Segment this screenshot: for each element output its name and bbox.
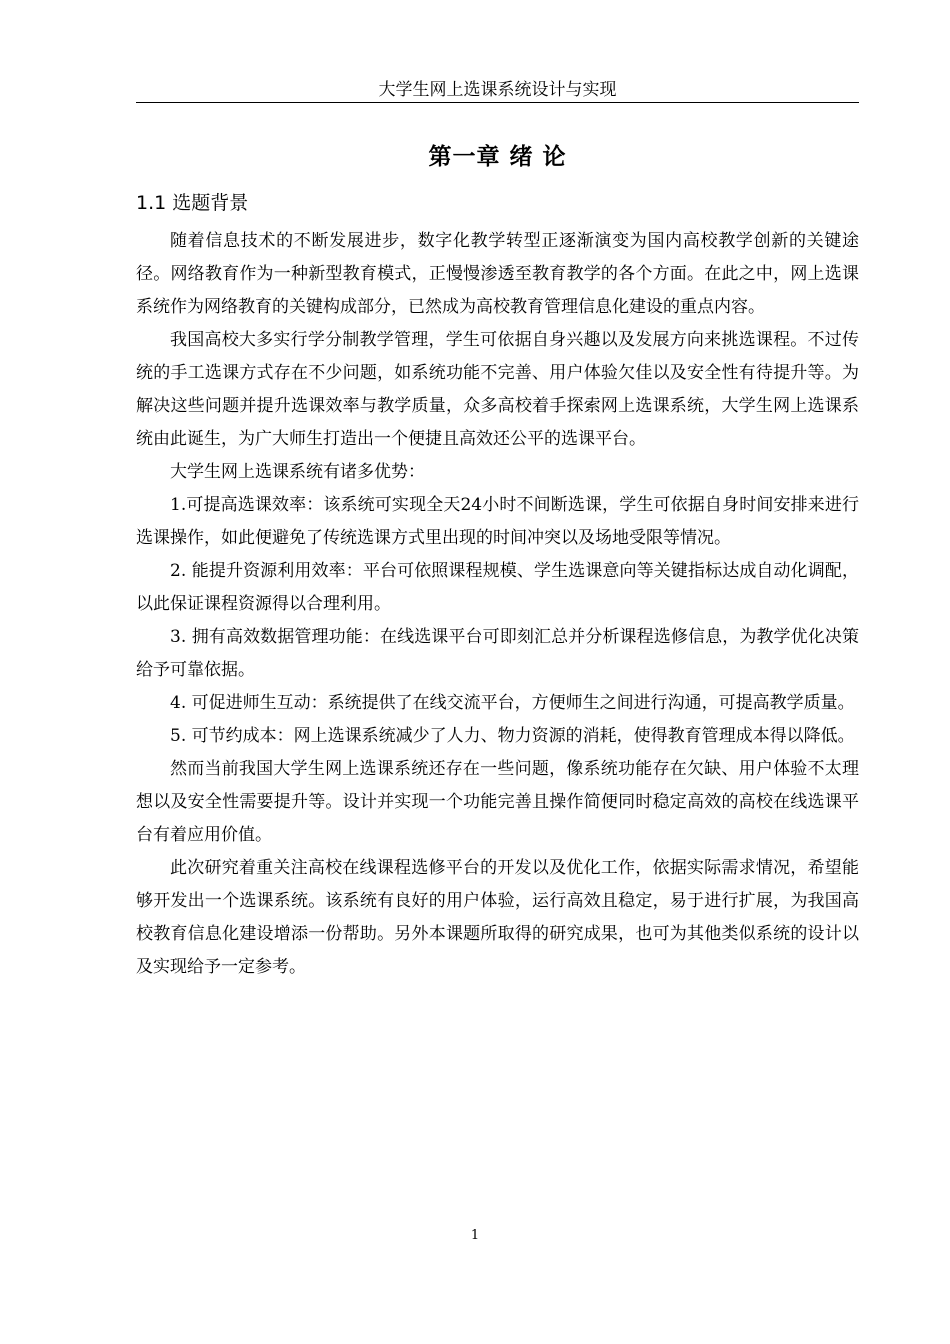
page-number: 1 (470, 1228, 480, 1243)
page-header (136, 78, 859, 103)
paragraph-research-goal: 此次研究着重关注高校在线课程选修平台的开发以及优化工作，依据实际需求情况，希望能够开发出一个选课系统。该系统有良好的用户体验，运行高效且稳定，易于进行扩展，为我国高校教育信息化建设增添一份帮助。另外本课题所取得的研究成果，也可为其他类似系统的设计以及实现给予一定参考。 (136, 858, 859, 977)
paragraph-problems: 然而当前我国大学生网上选课系统还存在一些问题，像系统功能存在欠缺、用户体验不太理想以及安全性需要提升等。设计并实现一个功能完善且操作简便同时稳定高效的高校在线选课平台有着应用价值。 (136, 759, 859, 845)
paragraph-intro: 随着信息技术的不断发展进步，数字化教学转型正逐渐演变为国内高校教学创新的关键途径。网络教育作为一种新型教育模式，正慢慢渗透至教育教学的各个方面。在此之中，网上选课系统作为网络教育的关键构成部分，已然成为高校教育管理信息化建设的重点内容。 (136, 231, 859, 317)
body-text (136, 225, 859, 984)
chapter-title: 第一章 绪 论 (428, 144, 567, 170)
paragraph-advantages-lead: 大学生网上选课系统有诸多优势： (170, 462, 425, 482)
paragraph-advantage-1: 1.可提高选课效率：该系统可实现全天24小时不间断选课，学生可依据自身时间安排来进行选课操作，如此便避免了传统选课方式里出现的时间冲突以及场地受限等情况。 (136, 495, 859, 548)
header-title: 大学生网上选课系统设计与实现 (378, 80, 617, 100)
paragraph-advantage-5: 5. 可节约成本：网上选课系统减少了人力、物力资源的消耗，使得教育管理成本得以降低。 (170, 726, 855, 746)
paragraph-background: 我国高校大多实行学分制教学管理，学生可依据自身兴趣以及发展方向来挑选课程。不过传统的手工选课方式存在不少问题，如系统功能不完善、用户体验欠佳以及安全性有待提升等。为解决这些问题并提升选课效率与教学质量，众多高校着手探索网上选课系统，大学生网上选课系统由此诞生，为广大师生打造出一个便捷且高效还公平的选课平台。 (136, 330, 859, 449)
paragraph-advantage-4: 4. 可促进师生互动：系统提供了在线交流平台，方便师生之间进行沟通，可提高教学质量。 (170, 693, 855, 713)
paragraph-advantage-2: 2. 能提升资源利用效率：平台可依照课程规模、学生选课意向等关键指标达成自动化调配，以此保证课程资源得以合理利用。 (136, 561, 859, 614)
paragraph-advantage-3: 3. 拥有高效数据管理功能：在线选课平台可即刻汇总并分析课程选修信息，为教学优化决策给予可靠依据。 (136, 627, 859, 680)
section-title: 1.1 选题背景 (136, 192, 249, 214)
